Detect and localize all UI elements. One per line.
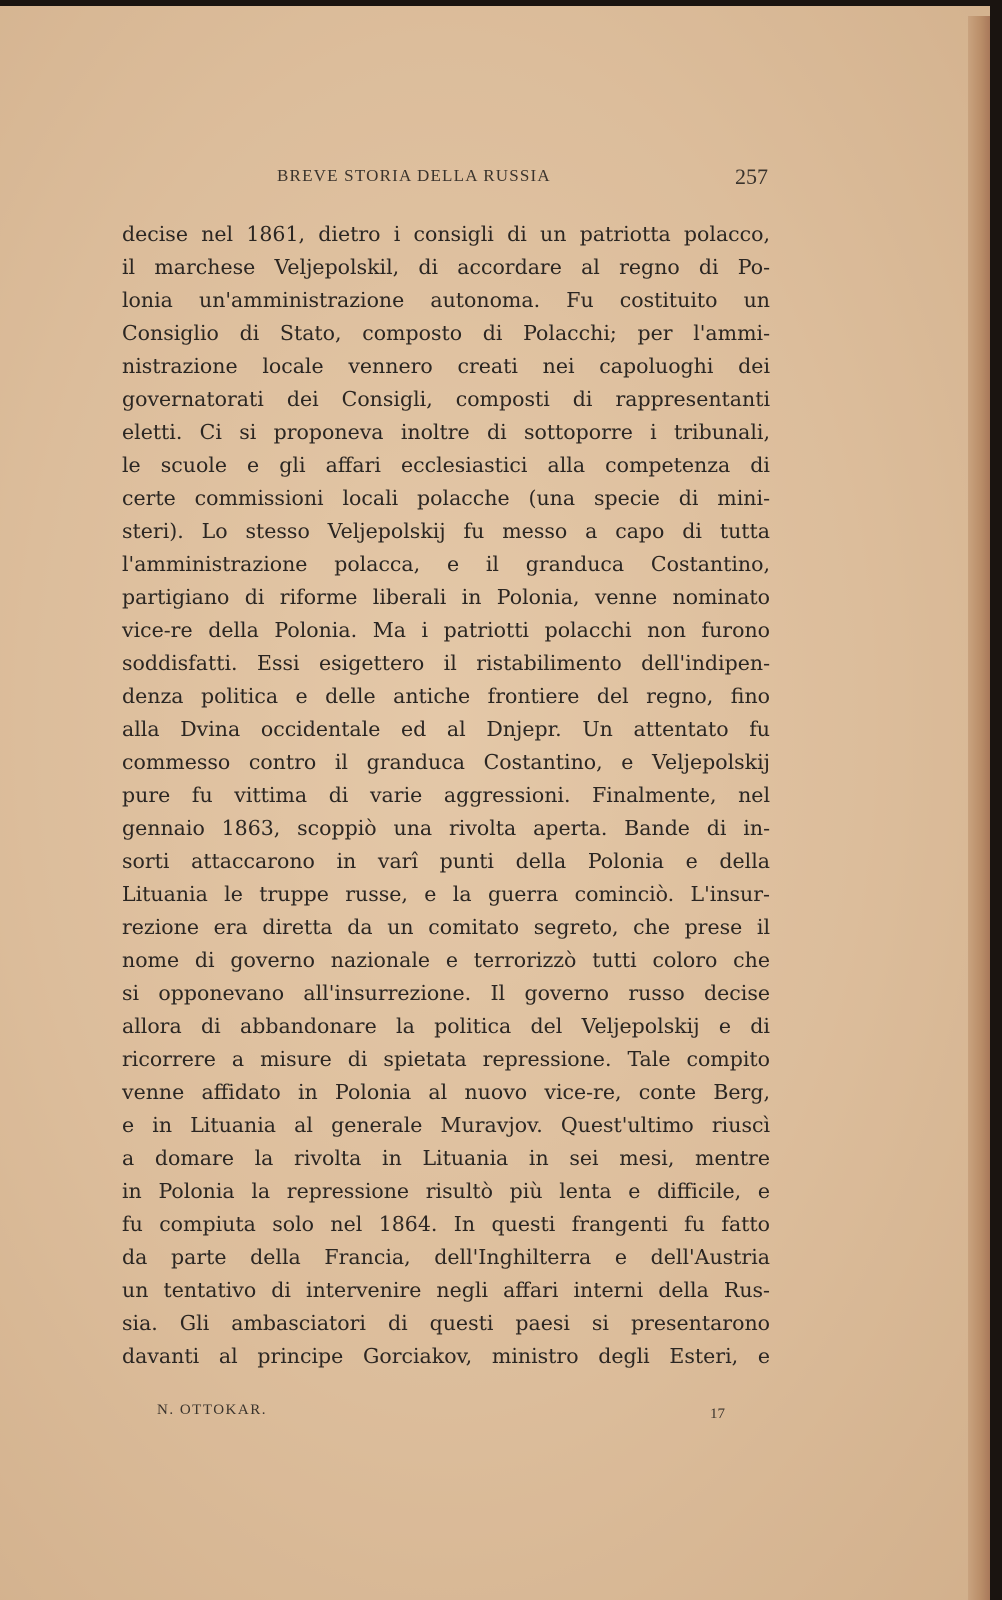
text-line: Consiglio di Stato, composto di Polacchi; per l'ammi-: [122, 321, 770, 345]
text-line: rezione era diretta da un comitato segreto, che prese il: [122, 915, 770, 939]
text-line: Lituania le truppe russe, e la guerra cominciò. L'insur-: [122, 882, 770, 906]
text-line: sorti attaccarono in varî punti della Polonia e della: [122, 849, 770, 873]
text-line: da parte della Francia, dell'Inghilterra e dell'Austria: [122, 1245, 770, 1269]
text-line: soddisfatti. Essi esigettero il ristabilimento dell'indipen-: [122, 651, 770, 675]
text-line: allora di abbandonare la politica del Veljepolskij e di: [122, 1014, 770, 1038]
text-line: ricorrere a misure di spietata repressione. Tale compito: [122, 1047, 770, 1071]
text-line: l'amministrazione polacca, e il granduca Costantino,: [122, 552, 770, 576]
text-line: gennaio 1863, scoppiò una rivolta aperta. Bande di in-: [122, 816, 770, 840]
text-line: venne affidato in Polonia al nuovo vice-re, conte Berg,: [122, 1080, 770, 1104]
text-line: lonia un'amministrazione autonoma. Fu costituito un: [122, 288, 770, 312]
text-line: davanti al principe Gorciakov, ministro degli Esteri, e: [122, 1344, 770, 1368]
page-number: 257: [735, 164, 768, 189]
text-line: e in Lituania al generale Muravjov. Quest'ultimo riuscì: [122, 1113, 770, 1137]
printer-signature: N. OTTOKAR.: [157, 1402, 267, 1418]
text-line: alla Dvina occidentale ed al Dnjepr. Un attentato fu: [122, 717, 770, 741]
text-line: fu compiuta solo nel 1864. In questi frangenti fu fatto: [122, 1212, 770, 1236]
running-head: [122, 164, 770, 194]
text-line: steri). Lo stesso Veljepolskij fu messo a capo di tutta: [122, 519, 770, 543]
text-line: nistrazione locale vennero creati nei capoluoghi dei: [122, 354, 770, 378]
text-line: commesso contro il granduca Costantino, e Veljepolskij: [122, 750, 770, 774]
text-line: nome di governo nazionale e terrorizzò tutti coloro che: [122, 948, 770, 972]
text-line: in Polonia la repressione risultò più lenta e difficile, e: [122, 1179, 770, 1203]
text-line: governatorati dei Consigli, composti di rappresentanti: [122, 387, 770, 411]
text-line: si opponevano all'insurrezione. Il governo russo decise: [122, 981, 770, 1005]
sheet-number: 17: [710, 1406, 725, 1422]
text-line: decise nel 1861, dietro i consigli di un patriotta polacco,: [122, 222, 770, 246]
text-line: denza politica e delle antiche frontiere del regno, fino: [122, 684, 770, 708]
text-line: vice-re della Polonia. Ma i patriotti polacchi non furono: [122, 618, 770, 642]
running-title: BREVE STORIA DELLA RUSSIA: [277, 166, 551, 185]
text-line: sia. Gli ambasciatori di questi paesi si presentarono: [122, 1311, 770, 1335]
text-line: partigiano di riforme liberali in Polonia, venne nominato: [122, 585, 770, 609]
text-line: eletti. Ci si proponeva inoltre di sottoporre i tribunali,: [122, 420, 770, 444]
text-line: certe commissioni locali polacche (una specie di mini-: [122, 486, 770, 510]
text-line: il marchese Veljepolskil, di accordare al regno di Po-: [122, 255, 770, 279]
text-line: pure fu vittima di varie aggressioni. Finalmente, nel: [122, 783, 770, 807]
text-line: a domare la rivolta in Lituania in sei mesi, mentre: [122, 1146, 770, 1170]
book-page: [0, 6, 990, 1600]
body-text: [122, 218, 770, 1373]
page-footer: [122, 1398, 770, 1428]
text-line: le scuole e gli affari ecclesiastici alla competenza di: [122, 453, 770, 477]
text-line: un tentativo di intervenire negli affari interni della Rus-: [122, 1278, 770, 1302]
